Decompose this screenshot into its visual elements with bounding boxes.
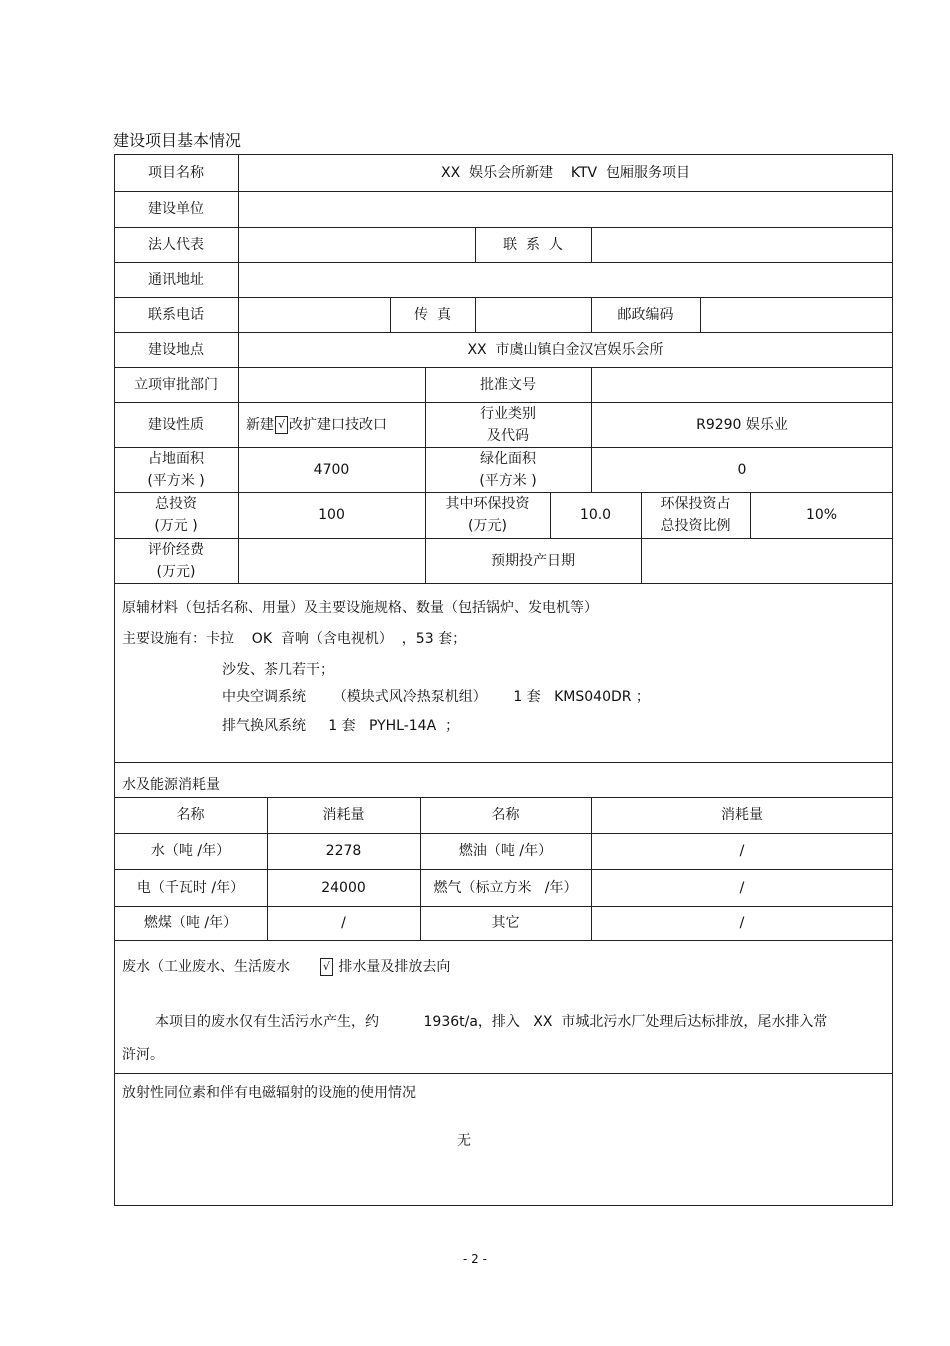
postcode-label: 邮政编码 bbox=[617, 306, 674, 323]
env-ratio-label-line2: 总投资比例 bbox=[660, 518, 731, 534]
energy-coal-value: / bbox=[341, 915, 346, 931]
builder-label: 建设单位 bbox=[148, 201, 204, 217]
approval-dept-label: 立项审批部门 bbox=[134, 376, 218, 393]
energy-coal-label: 燃煤（吨 /年） bbox=[143, 915, 238, 931]
env-invest-value: 10.0 bbox=[579, 507, 612, 523]
industry-value: R9290 娱乐业 bbox=[696, 416, 788, 433]
industry-label-line1: 行业类别 bbox=[480, 405, 536, 422]
area-value: 4700 bbox=[313, 461, 350, 478]
start-date-label: 预期投产日期 bbox=[491, 552, 575, 569]
site-label: 建设地点 bbox=[148, 341, 204, 358]
area-label-line2: (平方米 ) bbox=[147, 472, 205, 489]
energy-oil-value: / bbox=[739, 843, 745, 859]
env-ratio-label-line1: 环保投资占 bbox=[660, 496, 731, 512]
energy-other-value: / bbox=[739, 915, 745, 931]
area-label-line1: 占地面积 bbox=[148, 450, 204, 467]
radiation-value: 无 bbox=[457, 1133, 471, 1149]
env-ratio-value: 10% bbox=[805, 507, 838, 523]
energy-gas-value: / bbox=[739, 879, 745, 896]
energy-header-amount-1: 消耗量 bbox=[322, 807, 365, 823]
energy-heading: 水及能源消耗量 bbox=[122, 777, 220, 793]
materials-line2: 沙发、茶几若干； bbox=[222, 662, 334, 678]
wastewater-para-line1: 本项目的废水仅有生活污水产生，约 1936t/a，排入 XX 市城北污水厂处理后达标排放，尾水排入常 bbox=[155, 1014, 828, 1030]
env-invest-label-line2: (万元) bbox=[468, 518, 507, 534]
eval-fee-label bbox=[114, 538, 238, 583]
eval-fee-label-line1: 评价经费 bbox=[148, 541, 204, 558]
materials-line3: 中央空调系统 （模块式风冷热泵机组） 1 套 KMS040DR ； bbox=[222, 689, 650, 705]
eval-fee-label-line2: (万元) bbox=[156, 563, 196, 580]
wastewater-heading-a: 废水（工业废水、生活废水 bbox=[122, 959, 290, 975]
env-ratio-label bbox=[641, 492, 750, 538]
nature-new: 新建 bbox=[246, 416, 274, 433]
energy-header-name-1: 名称 bbox=[176, 807, 205, 823]
invest-label bbox=[114, 492, 238, 538]
energy-electric-label: 电（千瓦时 /年） bbox=[136, 879, 245, 896]
green-value: 0 bbox=[737, 461, 747, 478]
approval-no-label: 批准文号 bbox=[480, 376, 536, 393]
wastewater-checkbox: √ bbox=[320, 958, 333, 976]
contact-label: 联 系 人 bbox=[503, 236, 563, 253]
document-title: 建设项目基本情况 bbox=[113, 131, 242, 150]
project-name-label: 项目名称 bbox=[148, 164, 204, 181]
energy-other-label: 其它 bbox=[491, 915, 520, 931]
green-label bbox=[425, 447, 591, 492]
legal-rep-label: 法人代表 bbox=[148, 236, 204, 253]
green-label-line2: (平方米 ) bbox=[479, 472, 537, 489]
energy-header-amount-2: 消耗量 bbox=[721, 807, 763, 823]
area-label bbox=[114, 447, 238, 492]
energy-header-name-2: 名称 bbox=[491, 807, 520, 823]
energy-electric-value: 24000 bbox=[321, 879, 366, 896]
industry-label-line2: 及代码 bbox=[487, 427, 529, 444]
energy-water-label: 水（吨 /年） bbox=[150, 843, 231, 859]
wastewater-para-line2: 浒河。 bbox=[122, 1047, 164, 1063]
materials-heading: 原辅材料（包括名称、用量）及主要设施规格、数量（包括锅炉、发电机等） bbox=[122, 600, 598, 616]
fax-label: 传 真 bbox=[414, 306, 451, 323]
nature-rest: 改扩建口技改口 bbox=[289, 416, 387, 433]
wastewater-heading bbox=[122, 956, 450, 976]
site-value: XX 市虞山镇白金汉宫娱乐会所 bbox=[467, 341, 664, 358]
invest-label-line1: 总投资 bbox=[155, 496, 197, 512]
invest-label-line2: (万元 ) bbox=[154, 518, 198, 534]
green-label-line1: 绿化面积 bbox=[480, 450, 536, 467]
nature-label: 建设性质 bbox=[148, 416, 204, 433]
invest-value: 100 bbox=[318, 507, 345, 523]
address-label: 通讯地址 bbox=[148, 271, 204, 288]
phone-label: 联系电话 bbox=[148, 306, 204, 323]
env-invest-label-line1: 其中环保投资 bbox=[445, 496, 530, 512]
materials-line1: 主要设施有：卡拉 OK 音响（含电视机） ，53 套； bbox=[122, 631, 467, 647]
nature-value bbox=[238, 402, 425, 447]
energy-oil-label: 燃油（吨 /年） bbox=[458, 843, 553, 859]
energy-water-value: 2278 bbox=[325, 843, 362, 859]
page-number: - 2 - bbox=[463, 1252, 487, 1266]
wastewater-heading-b: 排水量及排放去向 bbox=[338, 959, 451, 975]
industry-label bbox=[425, 402, 591, 447]
nature-new-checkbox: √ bbox=[275, 416, 288, 434]
energy-gas-label: 燃气（标立方米 /年） bbox=[433, 879, 578, 896]
project-name-value: XX 娱乐会所新建 KTV 包厢服务项目 bbox=[440, 164, 690, 181]
materials-line4: 排气换风系统 1 套 PYHL-14A ； bbox=[222, 718, 460, 734]
env-invest-label bbox=[425, 492, 550, 538]
radiation-heading: 放射性同位素和伴有电磁辐射的设施的使用情况 bbox=[122, 1085, 416, 1101]
